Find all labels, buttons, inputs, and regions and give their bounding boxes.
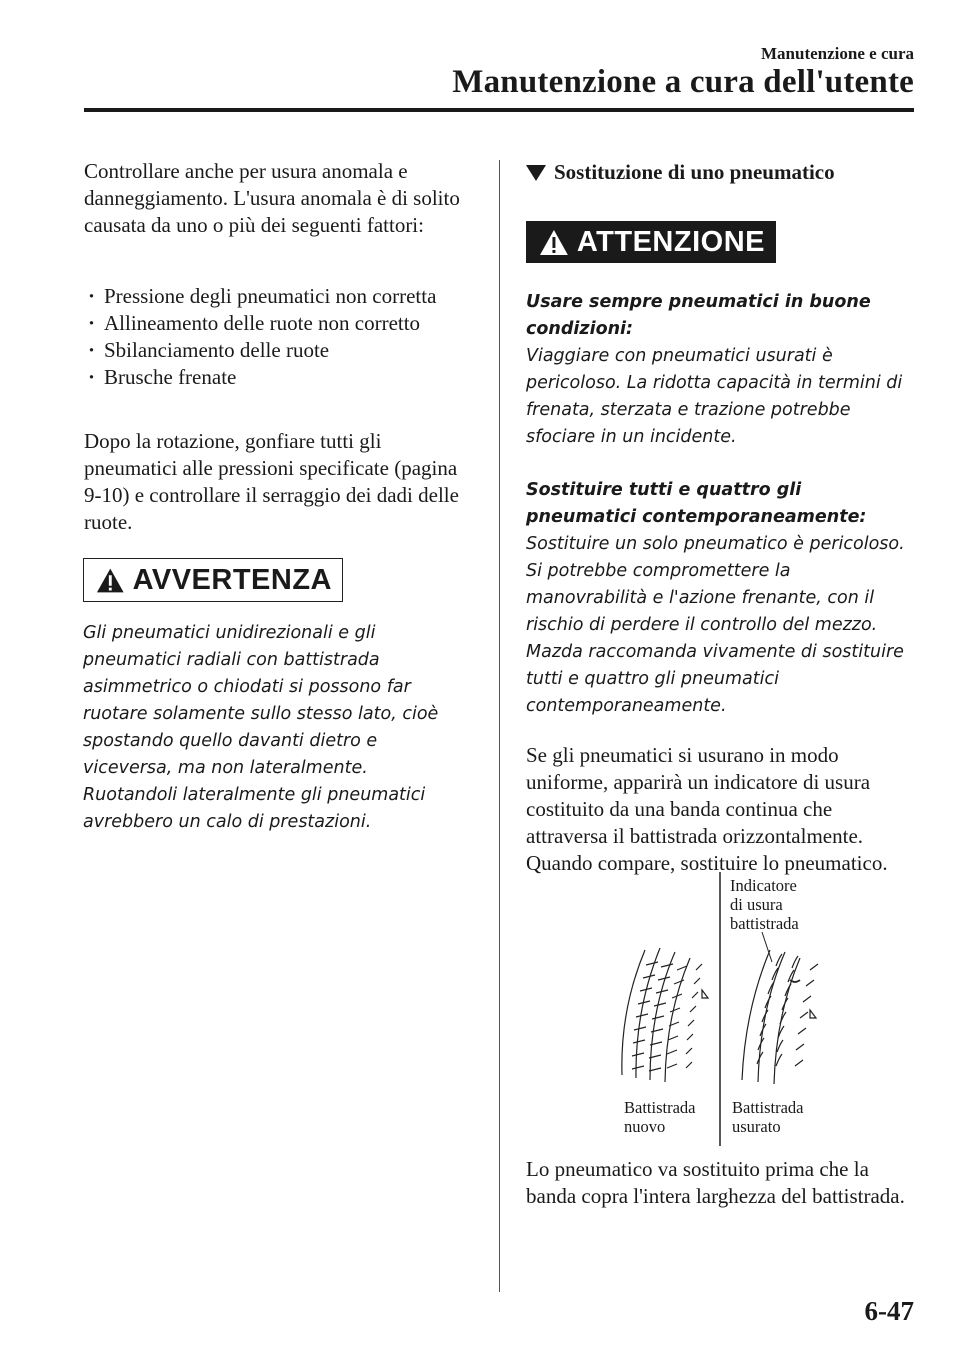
caution-badge: [526, 221, 776, 263]
warning-text: Gli pneumatici unidirezionali e gli pneumatici radiali con battistrada asimmetrico o chiodati si possono far ruotare solamente sullo stesso lato, cioè spostando quello davanti dietro e viceversa, ma non lateralmente. Ruotandoli lateralmente gli pneumatici avrebbero un calo di prestazioni.: [83, 623, 439, 832]
header-rule: [84, 108, 914, 112]
tread-wear-figure: [600, 870, 850, 1150]
page-number: 6-47: [864, 1296, 914, 1326]
chapter-name: Manutenzione e cura: [761, 44, 914, 63]
left-column: [84, 158, 464, 836]
column-divider: [499, 160, 500, 1292]
rotation-paragraph: Dopo la rotazione, gonfiare tutti gli pneumatici alle pressioni specificate (pagina 9-10) e controllare il serraggio dei dadi delle ruote.: [84, 429, 459, 534]
caution-label: ATTENZIONE: [576, 225, 765, 258]
warning-icon: [539, 229, 569, 256]
cause-list: [84, 283, 464, 391]
right-column: [526, 160, 916, 877]
caution-1-title: Usare sempre pneumatici in buone condizioni:: [526, 292, 871, 339]
worn-tread-label: Battistrada usurato: [732, 1098, 804, 1136]
wear-indicator-paragraph: Se gli pneumatici si usurano in modo uniforme, apparirà un indicatore di usura costituito da una banda continua che attraversa il battistrada orizzontalmente. Quando compare, sostituire lo pneumatico.: [526, 743, 888, 875]
indicator-label: Indicatore di usura battistrada: [730, 876, 799, 933]
new-tread-label: Battistrada nuovo: [624, 1098, 696, 1136]
list-item: · Sbilanciamento delle ruote: [84, 337, 464, 364]
warning-label: AVVERTENZA: [132, 563, 332, 596]
triangle-down-icon: [526, 165, 546, 181]
page-title: Manutenzione a cura dell'utente: [452, 64, 914, 100]
replacement-paragraph: Lo pneumatico va sostituito prima che la banda copra l'intera larghezza del battistrada.: [526, 1157, 905, 1208]
list-item: · Brusche frenate: [84, 364, 464, 391]
caution-2-title: Sostituire tutti e quattro gli pneumatici contemporaneamente:: [526, 480, 867, 527]
caution-notice: [526, 221, 916, 720]
warning-icon: [96, 567, 125, 594]
caution-1: [526, 289, 916, 451]
warning-badge: [83, 558, 343, 602]
caution-2-text: Sostituire un solo pneumatico è pericoloso. Si potrebbe compromettere la manovrabilità e l'azione frenante, con il rischio di perdere il controllo del mezzo. Mazda raccomanda vivamente di sostituire tutti e quattro gli pneumatici contemporaneamente.: [526, 534, 905, 716]
warning-notice: [83, 558, 464, 836]
list-item: · Allineamento delle ruote non corretto: [84, 310, 464, 337]
section-heading: [526, 160, 916, 185]
list-item: · Pressione degli pneumatici non corretta: [84, 283, 464, 310]
section-heading-text: Sostituzione di uno pneumatico: [554, 160, 835, 184]
caution-1-text: Viaggiare con pneumatici usurati è pericoloso. La ridotta capacità in termini di frenata, sterzata e trazione potrebbe sfociare in un incidente.: [526, 346, 903, 447]
intro-paragraph: Controllare anche per usura anomala e danneggiamento. L'usura anomala è di solito causata da uno o più dei seguenti fattori:: [84, 159, 460, 237]
caution-2: [526, 477, 916, 720]
